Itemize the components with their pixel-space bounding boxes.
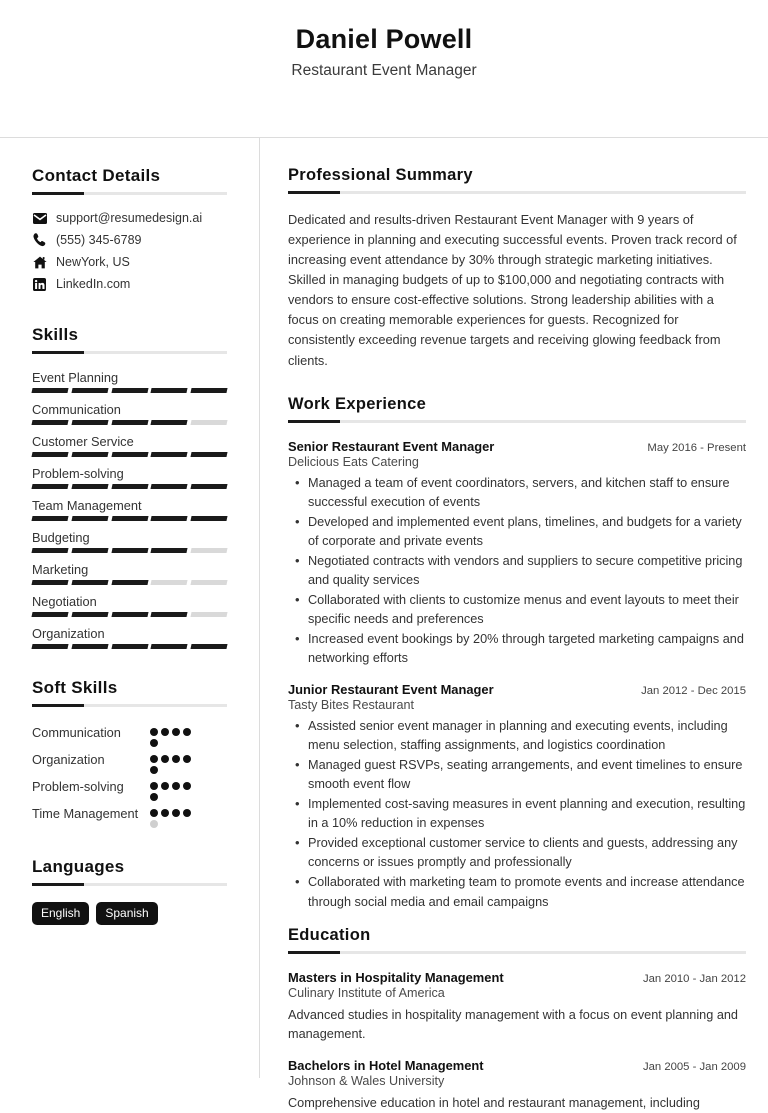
skill-segment	[71, 612, 108, 617]
skill-segment	[151, 612, 188, 617]
responsibility-item: • Collaborated with marketing team to promote events and increase attendance through social media and email campaigns	[288, 873, 746, 911]
skill-segment	[191, 484, 228, 489]
section-rule	[32, 883, 227, 886]
skill-segment	[111, 452, 148, 457]
section-rule	[288, 420, 746, 423]
skill-segment	[111, 516, 148, 521]
skill-segment	[191, 612, 228, 617]
rating-dot	[183, 782, 191, 790]
skill-segment	[71, 420, 108, 425]
rating-dot	[172, 782, 180, 790]
skill-segment	[111, 484, 148, 489]
job-date-range: May 2016 - Present	[647, 441, 746, 454]
entry-header	[288, 970, 746, 985]
envelope-icon	[32, 211, 47, 225]
school-name: Culinary Institute of America	[288, 985, 445, 1000]
education-date-range: Jan 2010 - Jan 2012	[642, 972, 746, 985]
contact-item[interactable]	[32, 255, 227, 269]
entry-header	[288, 682, 746, 697]
skill-level-bar	[32, 644, 227, 649]
skill-segment	[191, 388, 228, 393]
skill-segment	[71, 388, 108, 393]
soft-skills-section-header	[32, 678, 227, 707]
contact-value: LinkedIn.com	[56, 277, 131, 291]
skill-segment	[111, 420, 148, 425]
soft-skill-rating	[150, 777, 196, 801]
skill-segment	[71, 516, 108, 521]
rating-dot	[150, 728, 158, 736]
contact-item[interactable]	[32, 211, 227, 225]
skill-segment	[31, 612, 68, 617]
rating-dot	[150, 782, 158, 790]
soft-skills-heading: Soft Skills	[32, 678, 118, 697]
education-section-header	[288, 926, 746, 954]
contact-value: support@resumedesign.ai	[56, 211, 203, 225]
skill-segment	[151, 452, 188, 457]
skill-segment	[71, 580, 108, 585]
skills-heading: Skills	[32, 325, 79, 344]
soft-skill-label: Problem-solving	[32, 779, 124, 794]
skill-label: Negotiation	[32, 594, 97, 609]
job-date-range: Jan 2012 - Dec 2015	[641, 685, 746, 698]
skill-segment	[191, 420, 228, 425]
experience-entry	[288, 682, 746, 911]
rating-dot	[183, 728, 191, 736]
responsibility-item: • Collaborated with clients to customize menus and event layouts to meet their specific needs and preferences	[288, 591, 746, 629]
skill-level-bar	[32, 388, 227, 393]
summary-section-header	[288, 166, 746, 194]
skill-segment	[31, 484, 68, 489]
skill-segment	[191, 644, 228, 649]
skill-segment	[111, 580, 148, 585]
skill-segment	[111, 612, 148, 617]
language-tag[interactable]: English	[32, 902, 89, 925]
skill-level-bar	[32, 516, 227, 521]
skill-segment	[31, 516, 68, 521]
skill-label: Organization	[32, 626, 105, 641]
experience-list	[288, 439, 746, 912]
home-icon	[32, 255, 47, 269]
rating-dot	[183, 809, 191, 817]
skill-label: Problem-solving	[32, 466, 124, 481]
skill-segment	[191, 580, 228, 585]
rating-dot	[150, 766, 158, 774]
contact-item[interactable]	[32, 277, 227, 291]
spacer	[32, 658, 227, 678]
rating-dot	[161, 782, 169, 790]
responsibility-list	[288, 474, 746, 668]
skill-segment	[151, 420, 188, 425]
soft-skill-rating	[150, 750, 196, 774]
contact-item[interactable]	[32, 233, 227, 247]
experience-heading: Work Experience	[288, 394, 427, 413]
responsibility-item: • Managed a team of event coordinators, servers, and kitchen staff to ensure successful execution of events	[288, 474, 746, 512]
responsibility-item: • Developed and implemented event plans, timelines, and budgets for a variety of corporate and private events	[288, 513, 746, 551]
candidate-job-title: Restaurant Event Manager	[291, 62, 477, 80]
spacer	[32, 831, 227, 857]
skill-label: Team Management	[32, 498, 142, 513]
education-heading: Education	[288, 925, 371, 944]
soft-skill-rating	[150, 804, 196, 828]
soft-skill-label: Communication	[32, 725, 121, 740]
soft-skill-row	[32, 804, 227, 828]
skill-level-bar	[32, 612, 227, 617]
rating-dot	[150, 820, 158, 828]
skill-segment	[191, 452, 228, 457]
resume-header	[0, 0, 768, 138]
school-name: Johnson & Wales University	[288, 1073, 445, 1088]
skill-segment	[31, 548, 68, 553]
rating-dot	[183, 755, 191, 763]
contact-value: (555) 345-6789	[56, 233, 142, 247]
skill-segment	[31, 644, 68, 649]
entry-header	[288, 1058, 746, 1073]
section-rule	[32, 192, 227, 195]
skill-segment	[31, 388, 68, 393]
skill-segment	[151, 516, 188, 521]
experience-entry	[288, 439, 746, 668]
skill-level-bar	[32, 484, 227, 489]
skill-segment	[151, 644, 188, 649]
skill-label: Budgeting	[32, 530, 90, 545]
rating-dot	[161, 755, 169, 763]
skills-section-header	[32, 325, 227, 354]
skill-segment	[71, 484, 108, 489]
languages-heading: Languages	[32, 857, 125, 876]
education-description: Comprehensive education in hotel and restaurant management, including	[288, 1095, 700, 1110]
contact-section-header	[32, 166, 227, 195]
resume-body	[0, 138, 768, 1110]
phone-icon	[32, 233, 47, 247]
rating-dot	[172, 755, 180, 763]
responsibility-item: • Provided exceptional customer service to clients and guests, addressing any concerns or issues promptly and professionally	[288, 834, 746, 872]
employer-name: Delicious Eats Catering	[288, 454, 419, 469]
candidate-name: Daniel Powell	[295, 23, 473, 54]
responsibility-item: • Implemented cost-saving measures in event planning and execution, resulting in a 10% reduction in expenses	[288, 795, 746, 833]
skill-level-bar	[32, 580, 227, 585]
section-rule	[288, 191, 746, 194]
skill-segment	[191, 516, 228, 521]
degree-title: Masters in Hospitality Management	[288, 969, 504, 985]
spacer	[32, 299, 227, 325]
education-description: Advanced studies in hospitality management with a focus on event planning and management.	[288, 1007, 738, 1041]
education-list	[288, 970, 746, 1113]
skill-segment	[71, 644, 108, 649]
skill-segment	[71, 548, 108, 553]
summary-heading: Professional Summary	[288, 166, 473, 184]
soft-skill-label: Organization	[32, 752, 105, 767]
skill-label: Marketing	[32, 562, 89, 577]
contact-heading: Contact Details	[32, 166, 161, 185]
main-column	[260, 138, 768, 1110]
language-tag[interactable]: Spanish	[96, 902, 157, 925]
rating-dot	[161, 728, 169, 736]
responsibility-item: • Assisted senior event manager in planning and executing events, including menu selection, staffing assignments, and logistics coordination	[288, 717, 746, 755]
languages-section-header	[32, 857, 227, 886]
skill-segment	[191, 548, 228, 553]
skill-segment	[151, 580, 188, 585]
rating-dot	[150, 809, 158, 817]
responsibility-item: • Managed guest RSVPs, seating arrangements, and event timelines to ensure smooth event flow	[288, 756, 746, 794]
section-rule	[288, 951, 746, 954]
skill-level-bar	[32, 420, 227, 425]
skill-segment	[151, 548, 188, 553]
degree-title: Bachelors in Hotel Management	[288, 1057, 484, 1073]
skill-segment	[111, 388, 148, 393]
skill-level-bar	[32, 548, 227, 553]
sidebar	[0, 138, 260, 1078]
languages-list	[32, 902, 227, 925]
skill-segment	[111, 548, 148, 553]
responsibility-item: • Increased event bookings by 20% through targeted marketing campaigns and networking efforts	[288, 630, 746, 668]
soft-skill-row	[32, 723, 227, 747]
rating-dot	[172, 809, 180, 817]
rating-dot	[172, 728, 180, 736]
soft-skill-label: Time Management	[32, 806, 139, 821]
soft-skill-rating	[150, 723, 196, 747]
employer-name: Tasty Bites Restaurant	[288, 698, 414, 713]
entry-header	[288, 439, 746, 454]
education-date-range: Jan 2005 - Jan 2009	[642, 1060, 746, 1073]
summary-text: Dedicated and results-driven Restaurant Event Manager with 9 years of experience in planning and executing successful events. Proven track record of increasing event attendance by 30% through strategic marketing initiatives. Skilled in managing budgets of up to $100,000 and negotiating contracts with vendors to ensure cost-effective solutions. Strong leadership abilities with a focus on creating memorable experiences for guests. Recognized for consistently exceeding revenue targets and receiving glowing feedback from clients.	[288, 212, 737, 368]
skill-segment	[31, 452, 68, 457]
experience-section-header	[288, 395, 746, 423]
soft-skill-row	[32, 777, 227, 801]
section-rule	[32, 704, 227, 707]
contact-list	[32, 211, 227, 291]
skill-segment	[151, 388, 188, 393]
rating-dot	[150, 739, 158, 747]
rating-dot	[161, 809, 169, 817]
soft-skills-list	[32, 723, 227, 828]
skill-segment	[31, 580, 68, 585]
contact-value: NewYork, US	[56, 255, 130, 269]
skill-segment	[71, 452, 108, 457]
responsibility-list	[288, 717, 746, 911]
skill-segment	[31, 420, 68, 425]
rating-dot	[150, 755, 158, 763]
soft-skill-row	[32, 750, 227, 774]
section-rule	[32, 351, 227, 354]
skill-label: Event Planning	[32, 370, 119, 385]
responsibility-item: • Negotiated contracts with vendors and suppliers to secure competitive pricing and quality services	[288, 552, 746, 590]
skill-segment	[111, 644, 148, 649]
skill-segment	[151, 484, 188, 489]
skill-level-bar	[32, 452, 227, 457]
education-entry	[288, 970, 746, 1044]
job-role: Senior Restaurant Event Manager	[288, 438, 495, 454]
rating-dot	[150, 793, 158, 801]
linkedin-icon	[32, 277, 47, 291]
skills-list	[32, 370, 227, 649]
job-role: Junior Restaurant Event Manager	[288, 682, 494, 698]
skill-label: Communication	[32, 402, 121, 417]
education-entry	[288, 1058, 746, 1113]
skill-label: Customer Service	[32, 434, 134, 449]
